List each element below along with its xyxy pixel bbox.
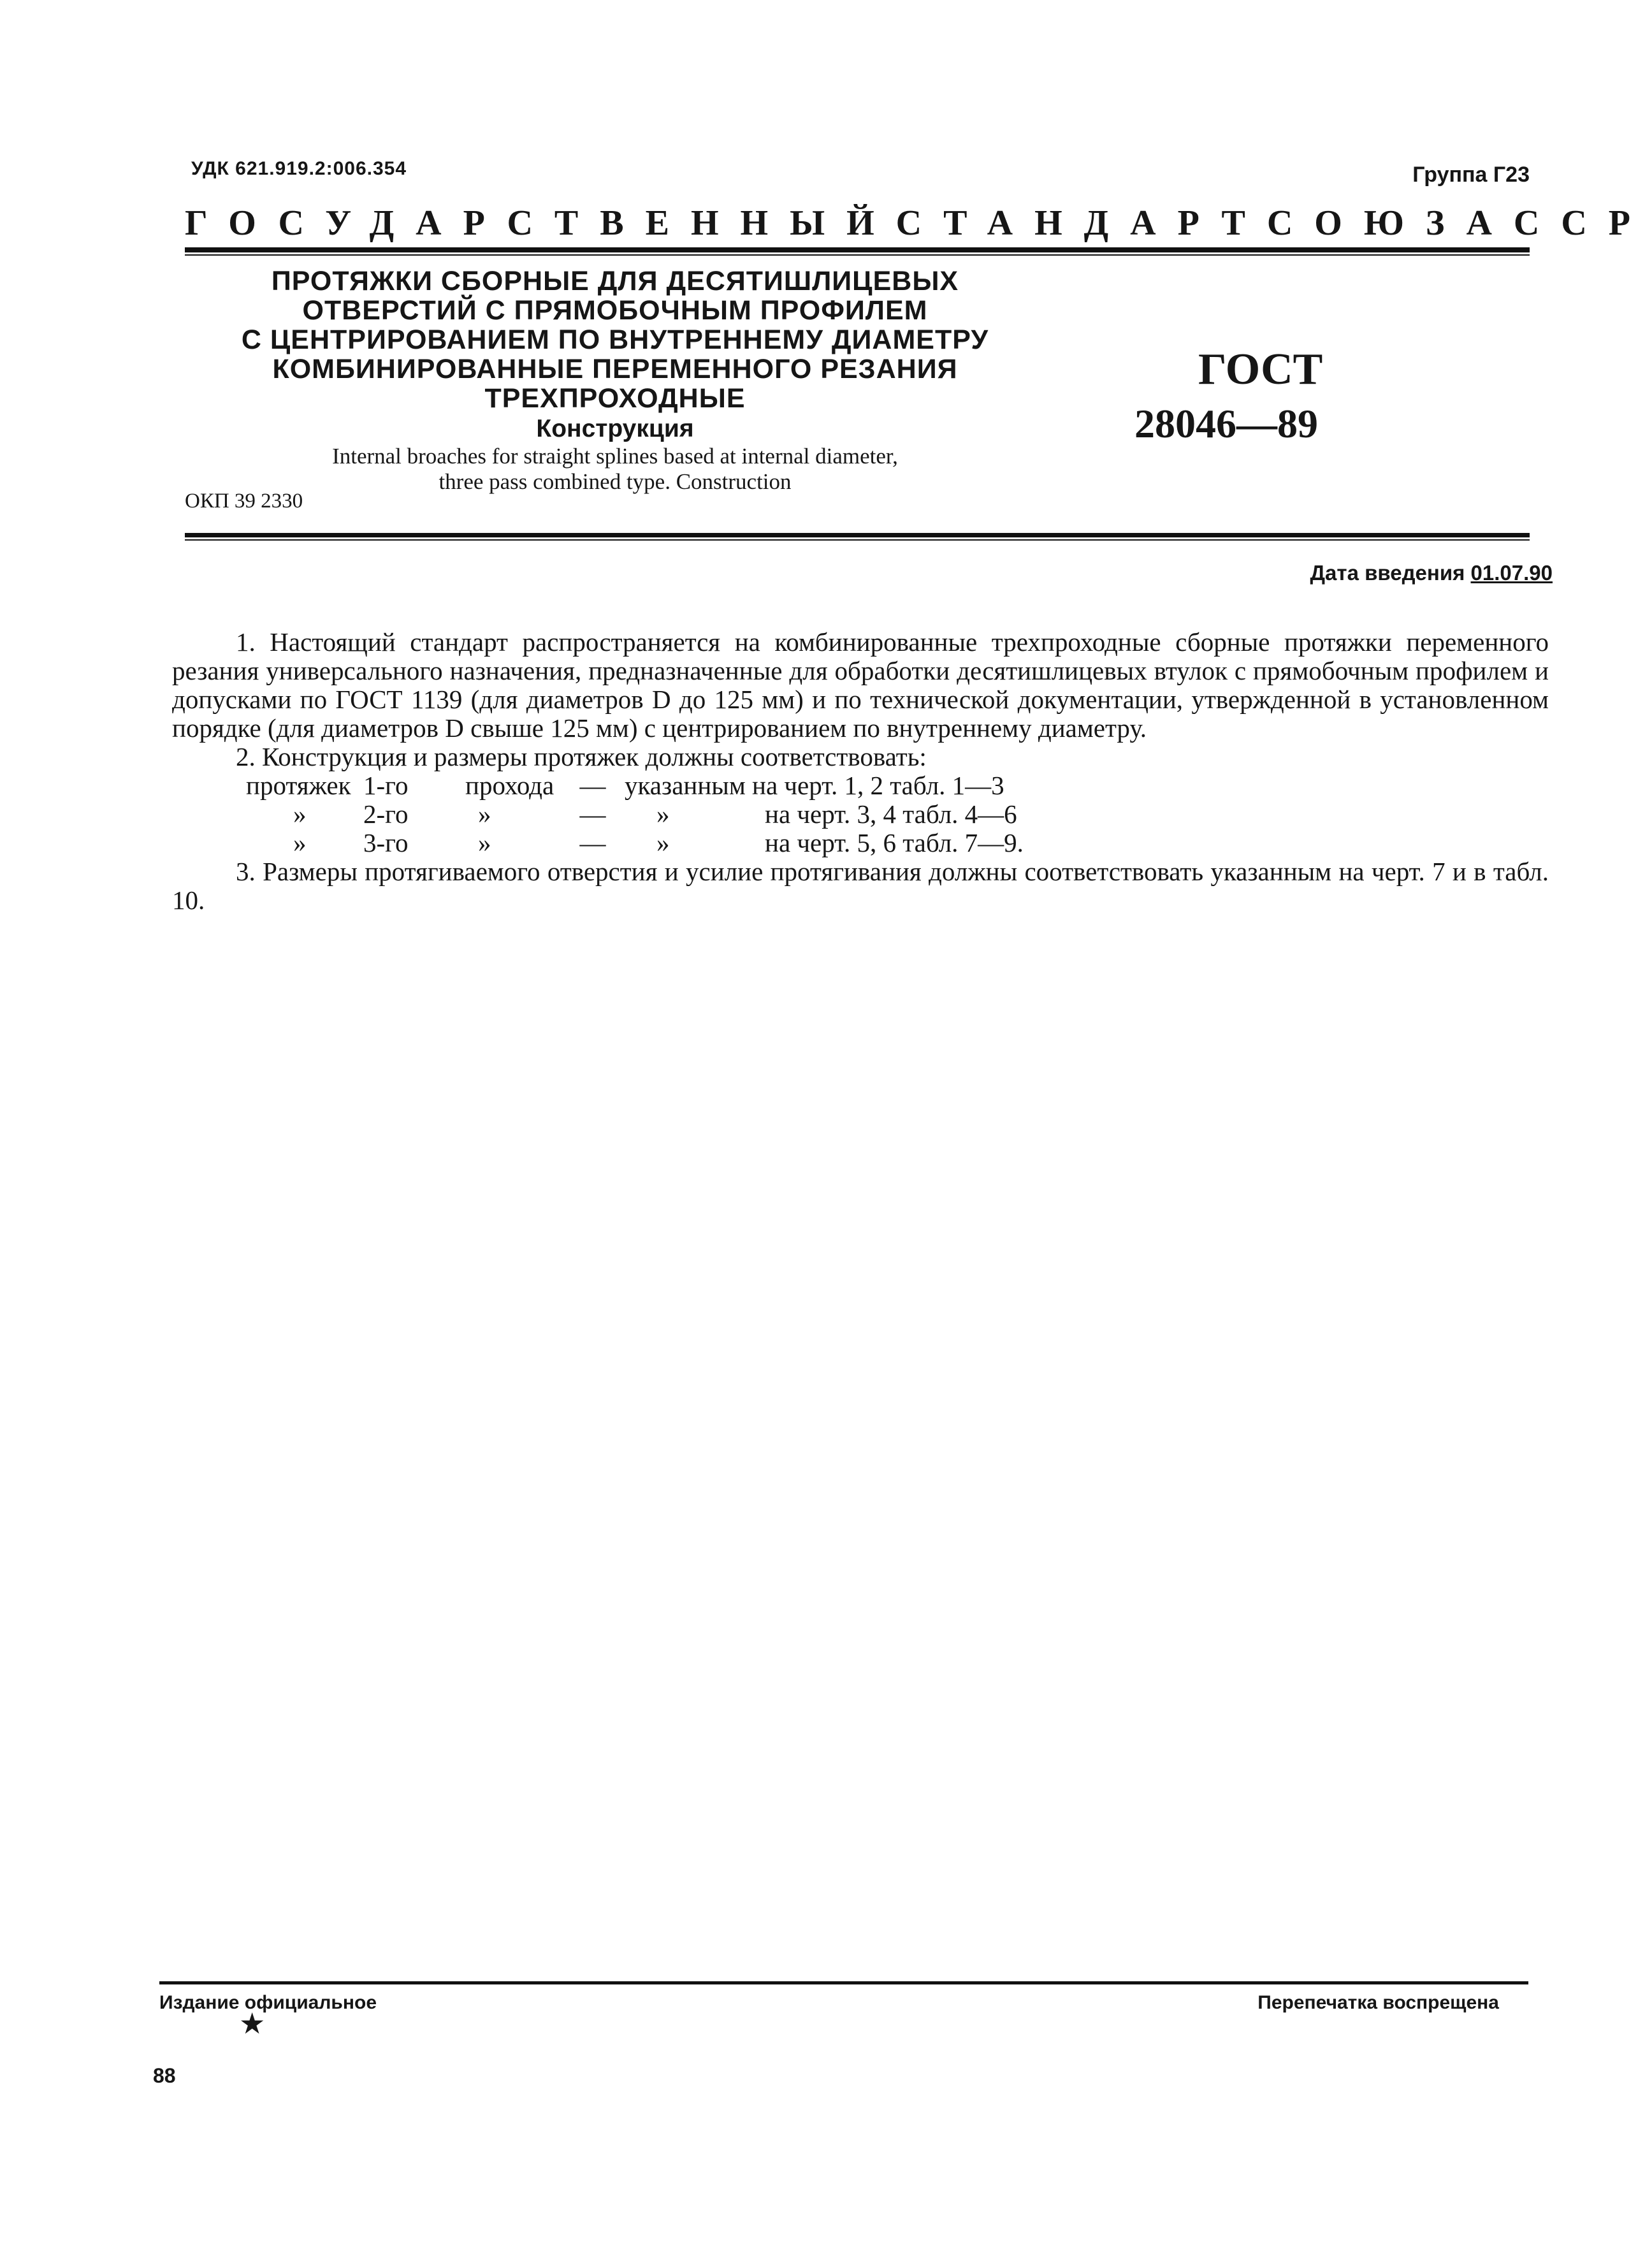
gost-number: 28046—89 [1134,401,1318,446]
title-line: ОТВЕРСТИЙ С ПРЯМОБОЧНЫМ ПРОФИЛЕМ [302,295,928,326]
dims-cell: 1-го [363,771,409,800]
dims-cell: — [579,799,606,829]
standard-title [185,203,1652,244]
paragraph-2: 2. Конструкция и размеры протяжек должны соответствовать: [236,742,927,771]
construction-subtitle: Конструкция [536,415,694,442]
dims-cell: прохода [465,771,554,800]
title-rule-bottom [185,533,1530,537]
dims-cell: » [656,799,670,829]
dims-row [172,771,1549,800]
edition-note: Издание официальное [159,1992,377,2013]
standard-title-word: ССР [1513,203,1652,243]
dims-cell: — [579,771,606,800]
dims-cell: » [478,828,491,857]
intro-date [1310,561,1553,585]
header-rule-top [185,247,1530,252]
title-line: С ЦЕНТРИРОВАНИЕМ ПО ВНУТРЕННЕМУ ДИАМЕТРУ [241,324,989,355]
title-block [191,266,1039,495]
dims-cell: 2-го [363,799,409,829]
dims-cell: » [293,799,307,829]
paragraph-1: 1. Настоящий стандарт распространяется на комбинированные трехпроходные сборные протяжки переменного резания универсального назначения, предназначенные для обработки десятишлицевых втулок с прямобочным профилем и допусками по ГОСТ 1139 (для диаметров D до 125 мм) и по технической документации, утвержденной в установленном порядке (для диаметров D свыше 125 мм) с центрированием по внутреннему диаметру. [172,627,1549,743]
paragraph-3: 3. Размеры протягиваемого отверстия и усилие протягивания должны соответствовать указанным на черт. 7 и в табл. 10. [172,857,1549,915]
dims-cell: протяжек [246,771,351,800]
dims-cell: » [478,799,491,829]
standard-title-word: СТАНДАРТ [895,203,1267,243]
udk-code: УДК 621.919.2:006.354 [191,158,407,179]
header-rule-top-thin [185,254,1530,256]
title-line: КОМБИНИРОВАННЫЕ ПЕРЕМЕННОГО РЕЗАНИЯ [272,354,958,384]
english-title-line: three pass combined type. Construction [438,469,792,494]
standard-title-word: СОЮЗА [1266,203,1514,243]
dims-cell: на черт. 1, 2 табл. 1—3 [752,771,1004,800]
dims-cell: 3-го [363,828,409,857]
dims-cell: на черт. 5, 6 табл. 7—9. [765,828,1024,857]
standard-title-word: ГОСУДАРСТВЕННЫЙ [185,203,896,243]
dims-row [172,800,1549,829]
star-icon: ★ [239,2007,266,2040]
intro-date-value: 01.07.90 [1470,561,1553,585]
dims-cell: указанным [625,771,746,800]
title-rule-bottom-thin [185,539,1530,541]
intro-date-label: Дата введения [1310,561,1465,585]
dims-row [172,829,1549,857]
dims-cell: на черт. 3, 4 табл. 4—6 [765,799,1017,829]
page-number: 88 [153,2064,176,2087]
english-title-line: Internal broaches for straight splines based at internal diameter, [332,444,898,469]
okp-code: ОКП 39 2330 [185,490,303,513]
title-line: ПРОТЯЖКИ СБОРНЫЕ ДЛЯ ДЕСЯТИШЛИЦЕВЫХ [271,266,959,296]
gost-label: ГОСТ [1198,345,1323,394]
body-text [172,628,1549,915]
dims-cell: — [579,828,606,857]
footer-rule [159,1981,1528,1984]
dims-cell: » [656,828,670,857]
title-line: ТРЕХПРОХОДНЫЕ [484,383,746,414]
reprint-note: Перепечатка воспрещена [1257,1992,1499,2013]
dims-cell: » [293,828,307,857]
group-code: Группа Г23 [1412,163,1530,187]
